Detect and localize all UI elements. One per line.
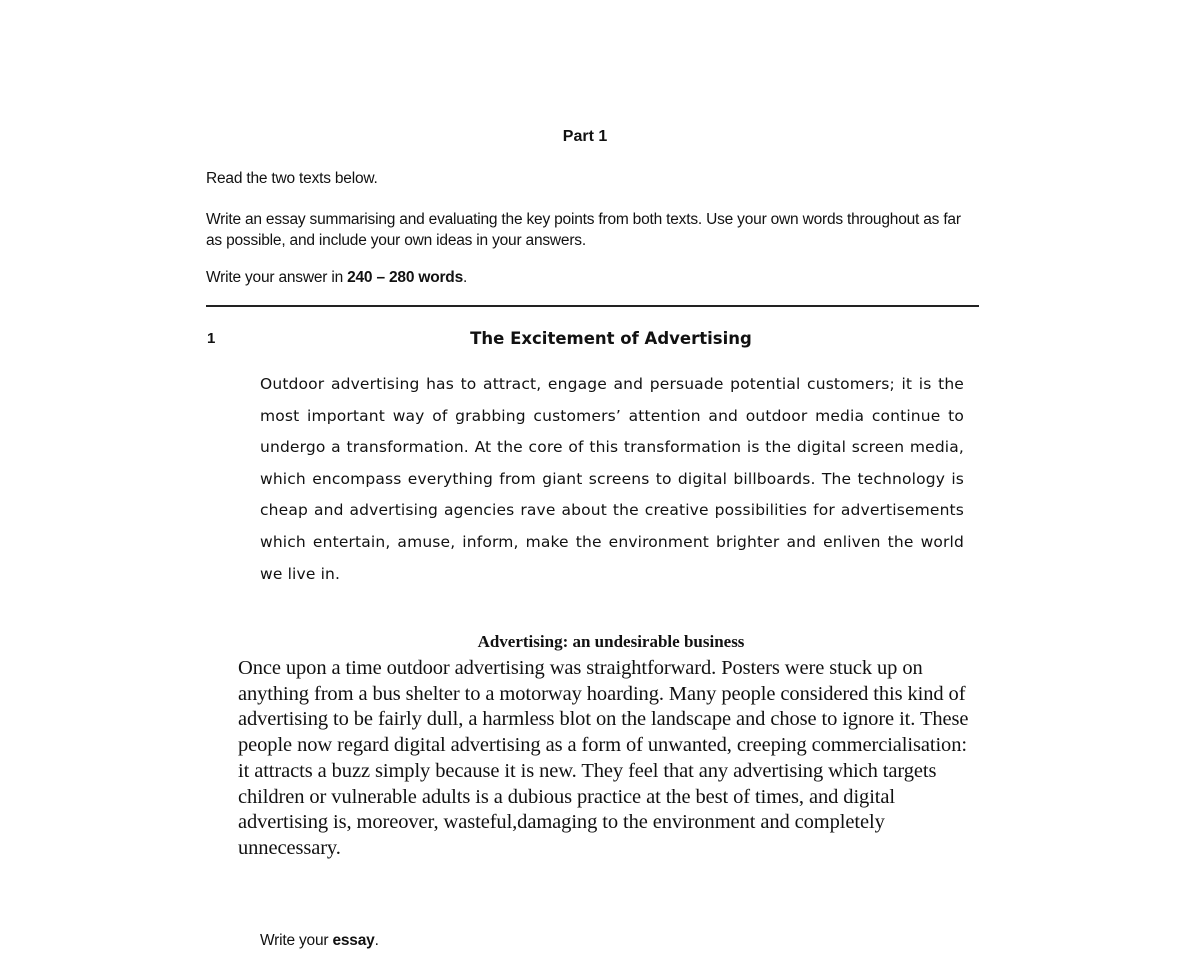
instruction-word-count [206,269,467,287]
divider-rule [206,305,979,307]
question-number: 1 [207,330,216,347]
word-count-range: 240 – 280 words [347,269,464,286]
write-essay-bold: essay [332,932,375,949]
word-count-suffix: . [463,269,468,286]
instruction-essay: Write an essay summarising and evaluating the key points from both texts. Use your own words throughout as far as possible, and include your own ideas in your answers. [206,211,961,249]
part-title: Part 1 [562,128,608,145]
write-essay-suffix: . [374,932,379,949]
write-essay-prefix: Write your [260,932,333,949]
instruction-read: Read the two texts below. [206,170,378,187]
text2-body: Once upon a time outdoor advertising was straightforward. Posters were stuck up on anything from a bus shelter to a motorway hoarding. Many people considered this kind of advertising to be fairly dull, a harmless blot on the landscape and chose to ignore it. These people now regard digital advertising as a form of unwanted, creeping commercialisation: it attracts a buzz simply because it is new. They feel that any advertising which targets children or vulnerable adults is a dubious practice at the best of times, and digital advertising is, moreover, wasteful,damaging to the environment and completely unnecessary. [238,657,969,859]
write-essay-instruction [260,932,379,950]
text2-title: Advertising: an undesirable business [477,632,745,651]
word-count-prefix: Write your answer in [206,269,348,286]
text1-body: Outdoor advertising has to attract, engage and persuade potential customers; it is the most important way of grabbing customers’ attention and outdoor media continue to undergo a transformation. At the core of this transformation is the digital screen media, which encompass everything from giant screens to digital billboards. The technology is cheap and advertising agencies rave about the creative possibilities for advertisements which entertain, amuse, inform, make the environment brighter and enliven the world we live in. [260,375,964,583]
text1-title: The Excitement of Advertising [470,329,752,348]
